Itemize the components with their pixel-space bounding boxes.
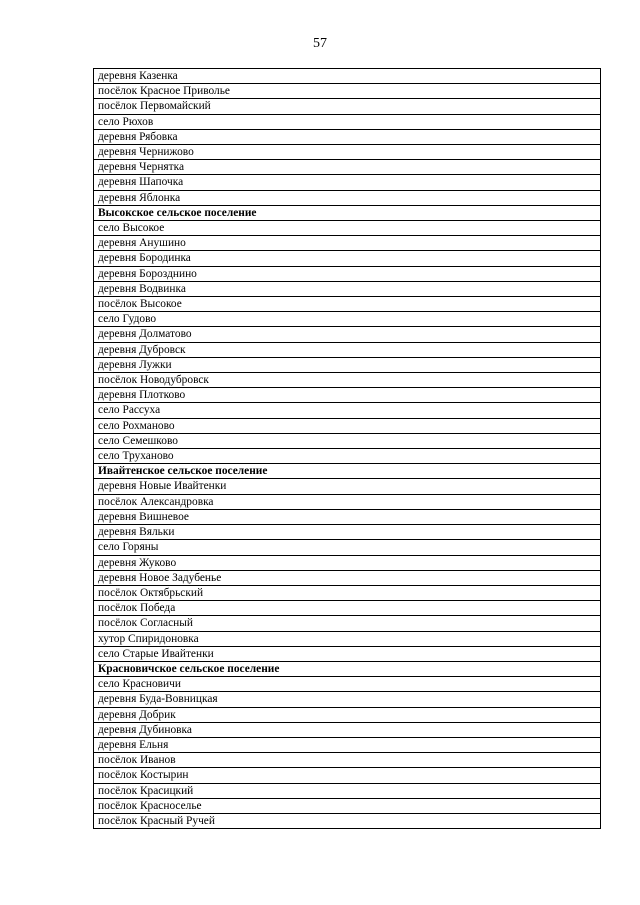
- table-row: [94, 585, 601, 600]
- table-row: [94, 494, 601, 509]
- settlement-name-cell: деревня Чернятка: [94, 160, 601, 175]
- table-row: [94, 297, 601, 312]
- settlement-name-cell: деревня Жуково: [94, 555, 601, 570]
- table-row: [94, 722, 601, 737]
- settlement-name-cell: посёлок Октябрьский: [94, 585, 601, 600]
- table-row: [94, 601, 601, 616]
- settlement-name-cell: деревня Буда-Вовницкая: [94, 692, 601, 707]
- section-header-row: [94, 661, 601, 676]
- table-row: [94, 540, 601, 555]
- table-row: [94, 525, 601, 540]
- settlement-name-cell: деревня Добрик: [94, 707, 601, 722]
- page-number: 57: [313, 36, 327, 51]
- table-row: [94, 388, 601, 403]
- settlement-name-cell: посёлок Победа: [94, 601, 601, 616]
- settlement-name-cell: деревня Ельня: [94, 737, 601, 752]
- settlement-name-cell: деревня Водвинка: [94, 281, 601, 296]
- settlement-name-cell: деревня Дубиновка: [94, 722, 601, 737]
- table-row: [94, 677, 601, 692]
- settlement-name-cell: деревня Дубровск: [94, 342, 601, 357]
- section-header-row: [94, 205, 601, 220]
- settlement-name-cell: посёлок Иванов: [94, 753, 601, 768]
- settlement-name-cell: посёлок Высокое: [94, 297, 601, 312]
- settlement-name-cell: село Рюхов: [94, 114, 601, 129]
- table-row: [94, 145, 601, 160]
- table-row: [94, 433, 601, 448]
- table-row: [94, 570, 601, 585]
- table-row: [94, 190, 601, 205]
- settlement-name-cell: деревня Вяльки: [94, 525, 601, 540]
- table-row: [94, 692, 601, 707]
- settlement-name-cell: село Горяны: [94, 540, 601, 555]
- table-row: [94, 753, 601, 768]
- table-row: [94, 160, 601, 175]
- settlement-name-cell: село Рассуха: [94, 403, 601, 418]
- table-row: [94, 221, 601, 236]
- table-row: [94, 798, 601, 813]
- settlement-name-cell: деревня Долматово: [94, 327, 601, 342]
- settlement-name-cell: село Высокое: [94, 221, 601, 236]
- table-row: [94, 418, 601, 433]
- table-row: [94, 373, 601, 388]
- settlement-name-cell: посёлок Красноселье: [94, 798, 601, 813]
- table-row: [94, 114, 601, 129]
- table-row: [94, 251, 601, 266]
- settlement-table-body: [94, 69, 601, 829]
- table-row: [94, 783, 601, 798]
- settlement-name-cell: деревня Новые Ивайтенки: [94, 479, 601, 494]
- settlement-name-cell: деревня Вишневое: [94, 509, 601, 524]
- settlement-name-cell: посёлок Новодубровск: [94, 373, 601, 388]
- table-row: [94, 129, 601, 144]
- settlement-name-cell: деревня Чернижово: [94, 145, 601, 160]
- table-row: [94, 707, 601, 722]
- table-row: [94, 69, 601, 84]
- settlement-name-cell: посёлок Александровка: [94, 494, 601, 509]
- settlement-table: [93, 68, 601, 829]
- settlement-name-cell: село Красновичи: [94, 677, 601, 692]
- table-row: [94, 737, 601, 752]
- table-row: [94, 509, 601, 524]
- settlement-name-cell: село Труханово: [94, 449, 601, 464]
- settlement-name-cell: деревня Анушино: [94, 236, 601, 251]
- section-header-cell: Красновичское сельское поселение: [94, 661, 601, 676]
- table-row: [94, 281, 601, 296]
- table-row: [94, 312, 601, 327]
- settlement-name-cell: деревня Борозднино: [94, 266, 601, 281]
- settlement-name-cell: посёлок Костырин: [94, 768, 601, 783]
- table-row: [94, 616, 601, 631]
- settlement-name-cell: деревня Казенка: [94, 69, 601, 84]
- settlement-name-cell: деревня Бородинка: [94, 251, 601, 266]
- settlement-name-cell: посёлок Красный Ручей: [94, 813, 601, 828]
- settlement-name-cell: посёлок Первомайский: [94, 99, 601, 114]
- settlement-name-cell: деревня Плотково: [94, 388, 601, 403]
- table-row: [94, 479, 601, 494]
- settlement-name-cell: деревня Новое Задубенье: [94, 570, 601, 585]
- table-row: [94, 357, 601, 372]
- section-header-cell: Высокское сельское поселение: [94, 205, 601, 220]
- settlement-name-cell: хутор Спиридоновка: [94, 631, 601, 646]
- table-row: [94, 99, 601, 114]
- settlement-name-cell: село Рохманово: [94, 418, 601, 433]
- table-row: [94, 449, 601, 464]
- settlement-name-cell: село Семешково: [94, 433, 601, 448]
- table-row: [94, 342, 601, 357]
- settlement-name-cell: село Гудово: [94, 312, 601, 327]
- table-row: [94, 327, 601, 342]
- table-row: [94, 768, 601, 783]
- table-row: [94, 266, 601, 281]
- settlement-name-cell: деревня Яблонка: [94, 190, 601, 205]
- settlement-name-cell: село Старые Ивайтенки: [94, 646, 601, 661]
- table-row: [94, 631, 601, 646]
- table-row: [94, 555, 601, 570]
- settlement-name-cell: деревня Шапочка: [94, 175, 601, 190]
- settlement-name-cell: посёлок Согласный: [94, 616, 601, 631]
- table-row: [94, 646, 601, 661]
- table-row: [94, 84, 601, 99]
- section-header-cell: Ивайтенское сельское поселение: [94, 464, 601, 479]
- settlement-name-cell: посёлок Красное Приволье: [94, 84, 601, 99]
- settlement-name-cell: деревня Рябовка: [94, 129, 601, 144]
- table-row: [94, 403, 601, 418]
- settlement-name-cell: посёлок Красицкий: [94, 783, 601, 798]
- section-header-row: [94, 464, 601, 479]
- settlement-name-cell: деревня Лужки: [94, 357, 601, 372]
- table-row: [94, 813, 601, 828]
- table-row: [94, 236, 601, 251]
- table-row: [94, 175, 601, 190]
